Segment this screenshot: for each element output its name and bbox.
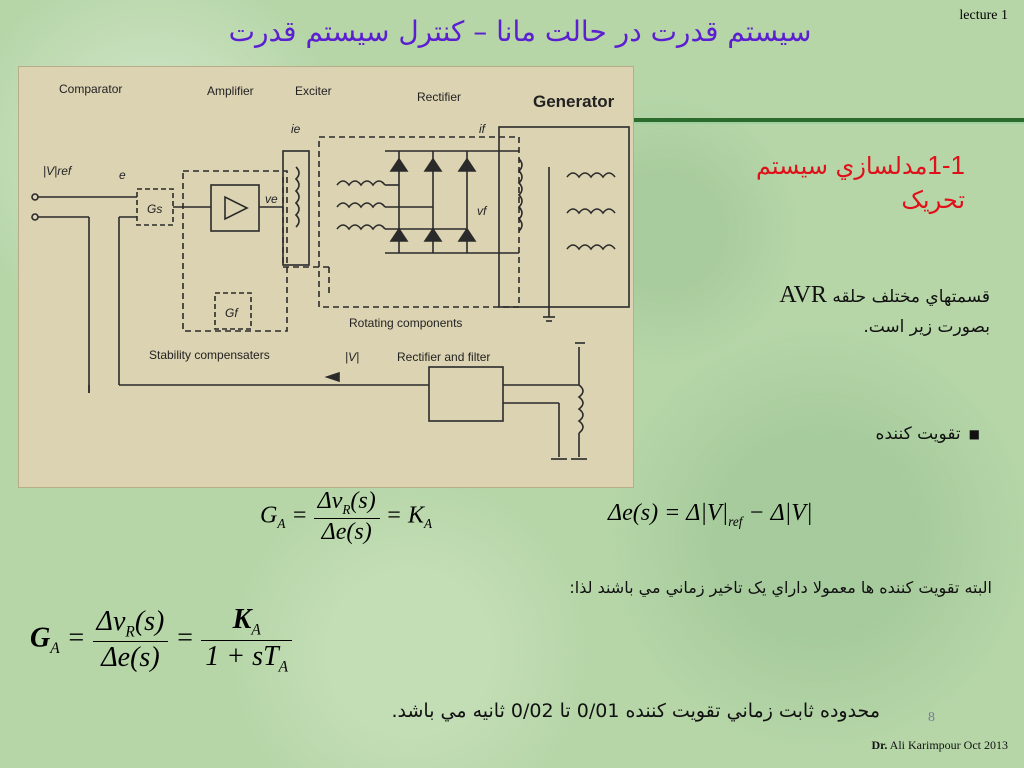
label-vf: vf bbox=[477, 204, 487, 218]
eq2-lhs: Δe(s) bbox=[608, 500, 659, 526]
label-gf: Gf bbox=[225, 306, 238, 320]
label-rotating: Rotating components bbox=[349, 316, 463, 330]
intro-paragraph bbox=[670, 280, 990, 342]
eq3-equals: = bbox=[66, 622, 86, 654]
eq3-fraction-1 bbox=[93, 606, 169, 675]
author-prefix: Dr. bbox=[871, 738, 888, 752]
eq3-ka: K bbox=[232, 604, 252, 635]
equation-transfer-function bbox=[30, 604, 292, 676]
eq1-num-arg: (s) bbox=[350, 488, 376, 514]
bullet-text: تقويت کننده bbox=[875, 424, 961, 444]
eq2-vref: Δ|V| bbox=[686, 500, 729, 526]
bullet-amplifier bbox=[760, 424, 980, 444]
eq2-v: Δ|V| bbox=[770, 500, 813, 526]
subsection-number: 1-1 bbox=[927, 150, 965, 180]
equation-gain bbox=[260, 488, 432, 546]
label-rectifier: Rectifier bbox=[417, 90, 462, 104]
eq3-fraction-2 bbox=[201, 604, 292, 676]
accent-rule bbox=[634, 118, 1024, 122]
eq3-equals-2: = bbox=[175, 622, 195, 654]
eq2-minus: − bbox=[748, 500, 765, 526]
block-diagram-svg bbox=[19, 67, 633, 487]
label-generator: Generator bbox=[533, 92, 615, 111]
author-footer bbox=[871, 738, 1008, 753]
note-time-constant: محدوده ثابت زماني تقويت کننده 0/01 تا 0/02 ثانيه مي باشد. bbox=[391, 700, 880, 722]
intro-line2: بصورت زير است. bbox=[863, 317, 990, 337]
label-e: e bbox=[119, 168, 126, 182]
eq1-equals: = bbox=[291, 502, 308, 529]
eq3-num-arg: (s) bbox=[134, 605, 165, 637]
eq1-equals-2: = bbox=[385, 502, 402, 529]
eq3-den: Δe(s) bbox=[101, 642, 160, 674]
label-comparator: Comparator bbox=[59, 82, 123, 96]
slide-title: سيستم قدرت در حالت مانا – کنترل سيستم قدرت bbox=[228, 15, 812, 48]
author-date: Oct 2013 bbox=[963, 738, 1008, 752]
eq1-num: Δv bbox=[317, 488, 343, 514]
label-exciter: Exciter bbox=[295, 84, 332, 98]
eq3-num-sub: R bbox=[125, 623, 135, 641]
intro-avr: AVR bbox=[779, 282, 827, 308]
page-number: 8 bbox=[928, 710, 935, 725]
bullet-square-icon: ■ bbox=[968, 427, 980, 441]
eq1-ka: K bbox=[407, 502, 424, 529]
eq1-num-sub: R bbox=[342, 501, 351, 517]
author-name: Ali Karimpour bbox=[889, 738, 961, 752]
label-gs: Gs bbox=[147, 202, 163, 216]
eq3-lhs: G bbox=[30, 622, 51, 654]
eq3-lhs-sub: A bbox=[50, 640, 60, 658]
lecture-tag: lecture 1 bbox=[959, 8, 1008, 23]
excitation-system-diagram bbox=[18, 66, 634, 488]
eq3-den-2: 1 + sT bbox=[205, 640, 279, 672]
label-amplifier: Amplifier bbox=[207, 84, 254, 98]
eq2-equals: = bbox=[664, 500, 681, 526]
eq1-ka-sub: A bbox=[423, 516, 433, 532]
label-stability: Stability compensaters bbox=[149, 348, 270, 362]
eq1-fraction bbox=[314, 488, 380, 546]
label-ie: ie bbox=[291, 122, 301, 136]
label-if: if bbox=[479, 122, 485, 136]
eq3-num: Δv bbox=[96, 605, 126, 637]
eq1-lhs-sub: A bbox=[277, 516, 286, 532]
eq2-ref-sub: ref bbox=[728, 513, 743, 529]
eq3-ka-sub: A bbox=[251, 621, 261, 639]
label-v-feedback: |V| bbox=[345, 350, 360, 364]
label-vref: |V|ref bbox=[43, 164, 72, 178]
note-delay: البته تقويت کننده ها معمولا داراي يک تاخير زماني مي باشند لذا: bbox=[569, 578, 992, 597]
subsection-heading bbox=[690, 148, 965, 217]
eq3-den-2-sub: A bbox=[278, 658, 289, 676]
label-ve: ve bbox=[265, 192, 278, 206]
label-rectifier-filter: Rectifier and filter bbox=[397, 350, 491, 364]
eq1-den: Δe(s) bbox=[321, 518, 372, 545]
eq1-lhs: G bbox=[260, 502, 278, 529]
subsection-title: مدلسازي سيستم تحريک bbox=[755, 152, 965, 214]
intro-line1: قسمتهاي مختلف حلقه bbox=[832, 287, 990, 307]
equation-error bbox=[608, 500, 813, 530]
